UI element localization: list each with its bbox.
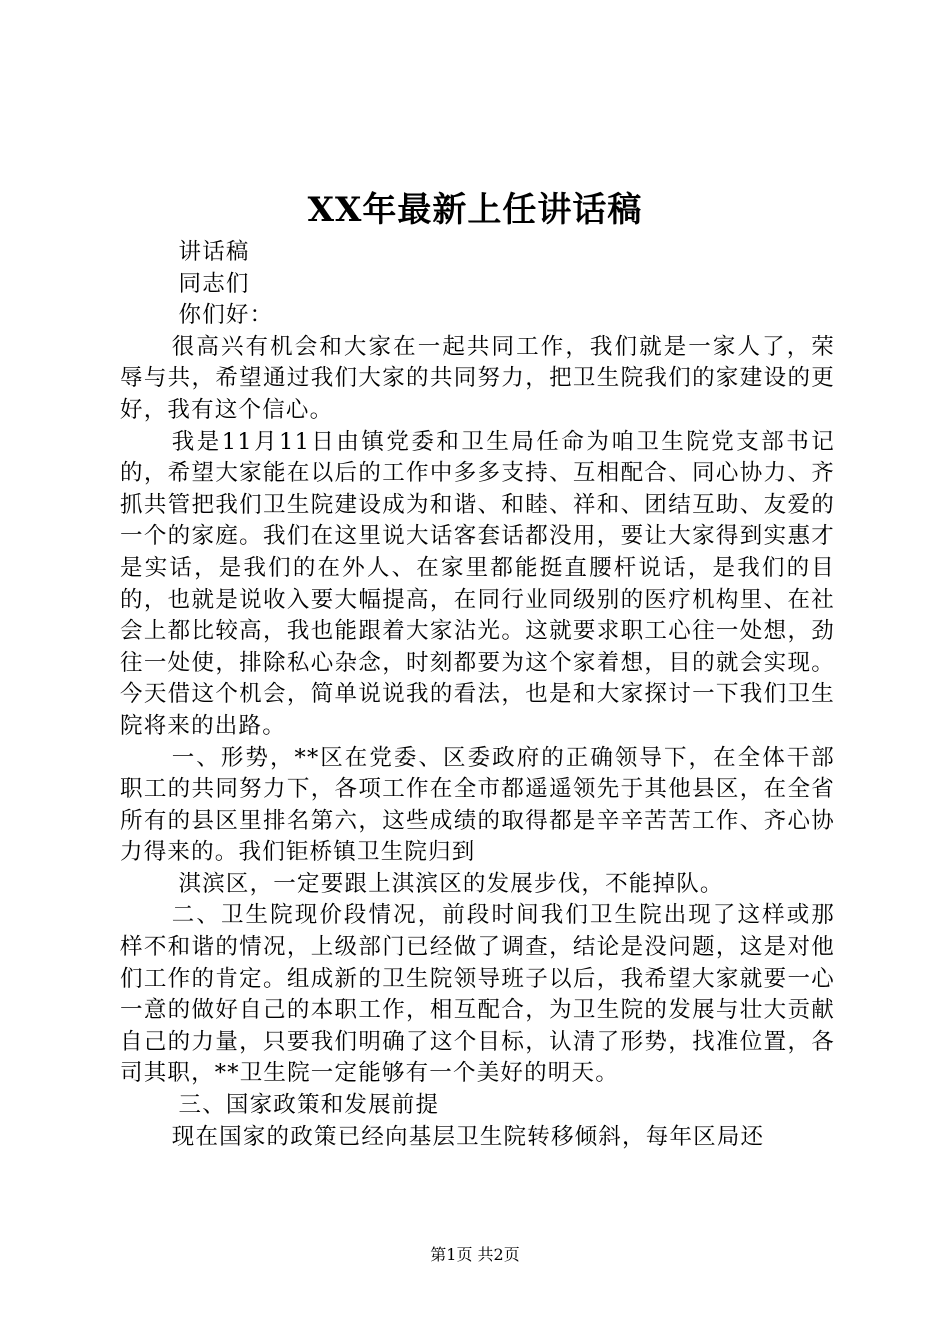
paragraph-district: 淇滨区，一定要跟上淇滨区的发展步伐，不能掉队。 [178, 870, 724, 897]
paragraph-situation: 一、形势，**区在党委、区委政府的正确领导下，在全体干部职工的共同努力下，各项工作在全市都遥遥领先于其他县区，在全省所有的县区里排名第六，这些成绩的取得都是辛辛苦苦工作、齐心协力得来的。我们钜桥镇卫生院归到 [120, 744, 835, 866]
paragraph-policy: 现在国家的政策已经向基层卫生院转移倾斜，每年区局还 [171, 1123, 765, 1150]
paragraph-greeting: 你们好： [178, 302, 274, 329]
paragraph-appointment: 我是11月11日由镇党委和卫生局任命为咱卫生院党支部书记的，希望大家能在以后的工作中多多支持、互相配合、同心协力、齐抓共管把我们卫生院建设成为和谐、和睦、祥和、团结互助、友爱的一个的家庭。我们在这里说大话客套话都没用，要让大家得到实惠才是实话，是我们的在外人、在家里都能挺直腰杆说话，是我们的目的，也就是说收入要大幅提高，在同行业同级别的医疗机构里、在社会上都比较高，我也能跟着大家沾光。这就要求职工心往一处想，劲往一处使，排除私心杂念，时刻都要为这个家着想，目的就会实现。今天借这个机会，简单说说我的看法，也是和大家探讨一下我们卫生院将来的出路。 [120, 428, 835, 739]
paragraph-policy-heading: 三、国家政策和发展前提 [178, 1092, 440, 1119]
paragraph-salutation: 同志们 [178, 270, 250, 297]
paragraph-current-status: 二、卫生院现价段情况，前段时间我们卫生院出现了这样或那样不和谐的情况，上级部门已经做了调查，结论是没问题，这是对他们工作的肯定。组成新的卫生院领导班子以后，我希望大家就要一心一意的做好自己的本职工作，相互配合，为卫生院的发展与壮大贡献自己的力量，只要我们明确了这个目标，认清了形势，找准位置，各司其职，**卫生院一定能够有一个美好的明天。 [120, 902, 835, 1087]
paragraph-heading: 讲话稿 [178, 239, 250, 265]
document-title: XX年最新上任讲话稿 [307, 190, 643, 230]
paragraph-intro: 很高兴有机会和大家在一起共同工作，我们就是一家人了，荣辱与共，希望通过我们大家的共同努力，把卫生院我们的家建设的更好，我有这个信心。 [120, 333, 835, 423]
page-footer: 第1页 共2页 [430, 1245, 520, 1264]
document-body [120, 237, 835, 1153]
